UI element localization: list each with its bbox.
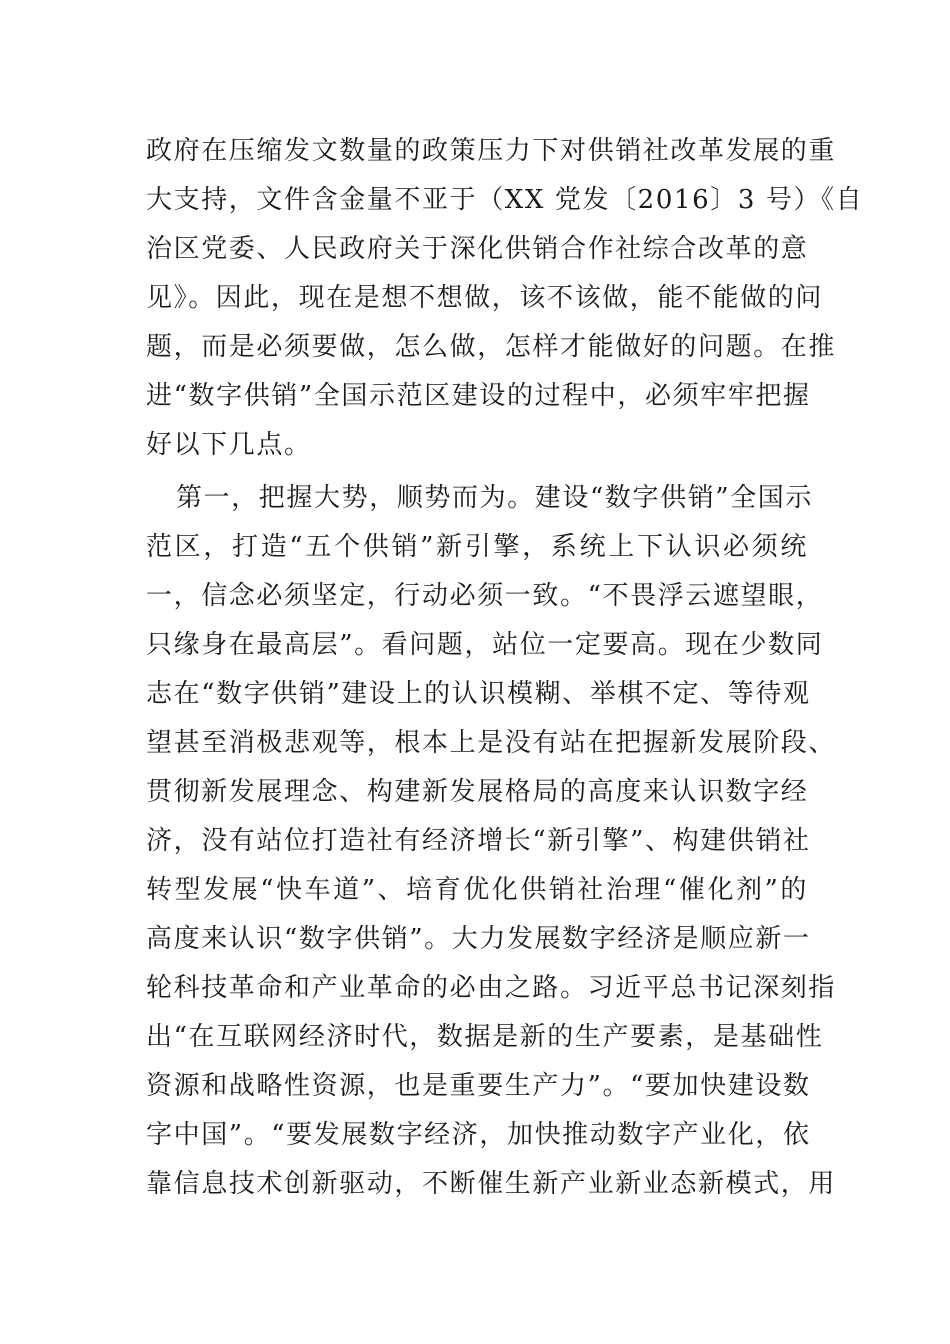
text-line — [146, 1209, 808, 1258]
text-line: 高度来认识“数字供销”。大力发展数字经济是顺应新一 — [146, 924, 811, 954]
text-line: 靠信息技术创新驱动，不断催生新产业新业态新模式，用 — [146, 1169, 837, 1199]
text-line: 好以下几点。 — [146, 430, 312, 460]
text-line: 治区党委、人民政府关于深化供销合作社综合改革的意 — [146, 234, 809, 264]
text-line: 题，而是必须要做，怎么做，怎样才能做好的问题。在推 — [146, 332, 837, 362]
text-line: 转型发展“快车道”、培育优化供销社治理“催化剂”的 — [146, 875, 808, 905]
text-line: 政府在压缩发文数量的政策压力下对供销社改革发展的重 — [146, 136, 837, 166]
text-line: 一，信念必须坚定，行动必须一致。“不畏浮云遮望眼， — [146, 581, 824, 611]
text-line: 资源和战略性资源，也是重要生产力”。“要加快建设数 — [146, 1071, 811, 1101]
text-line: 济，没有站位打造社有经济增长“新引擎”、构建供销社 — [146, 826, 811, 856]
text-line: 望甚至消极悲观等，根本上是没有站在把握新发展阶段、 — [146, 728, 837, 758]
paragraph-1 — [146, 127, 864, 470]
text-line: 志在“数字供销”建设上的认识模糊、举棋不定、等待观 — [146, 679, 811, 709]
text-line: 轮科技革命和产业革命的必由之路。习近平总书记深刻指 — [146, 973, 837, 1003]
text-line: 第一，把握大势，顺势而为。建设“数字供销”全国示 — [176, 483, 813, 513]
text-line: 大支持，文件含金量不亚于（XX 党发〔2016〕3 号）《自 — [146, 185, 864, 215]
text-line: 出“在互联网经济时代，数据是新的生产要素，是基础性 — [146, 1022, 824, 1052]
text-line: 见》。因此，现在是想不想做，该不该做，能不能做的问 — [146, 283, 824, 313]
text-line: 贯彻新发展理念、构建新发展格局的高度来认识数字经 — [146, 777, 809, 807]
text-line: 字中国”。“要发展数字经济，加快推动数字产业化，依 — [146, 1120, 811, 1150]
paragraph-2 — [146, 474, 837, 1258]
text-line: 进“数字供销”全国示范区建设的过程中，必须牢牢把握 — [146, 381, 811, 411]
text-line: 范区，打造“五个供销”新引擎，系统上下认识必须统 — [146, 532, 808, 562]
text-line: 只缘身在最高层”。看问题，站位一定要高。现在少数同 — [146, 630, 824, 660]
